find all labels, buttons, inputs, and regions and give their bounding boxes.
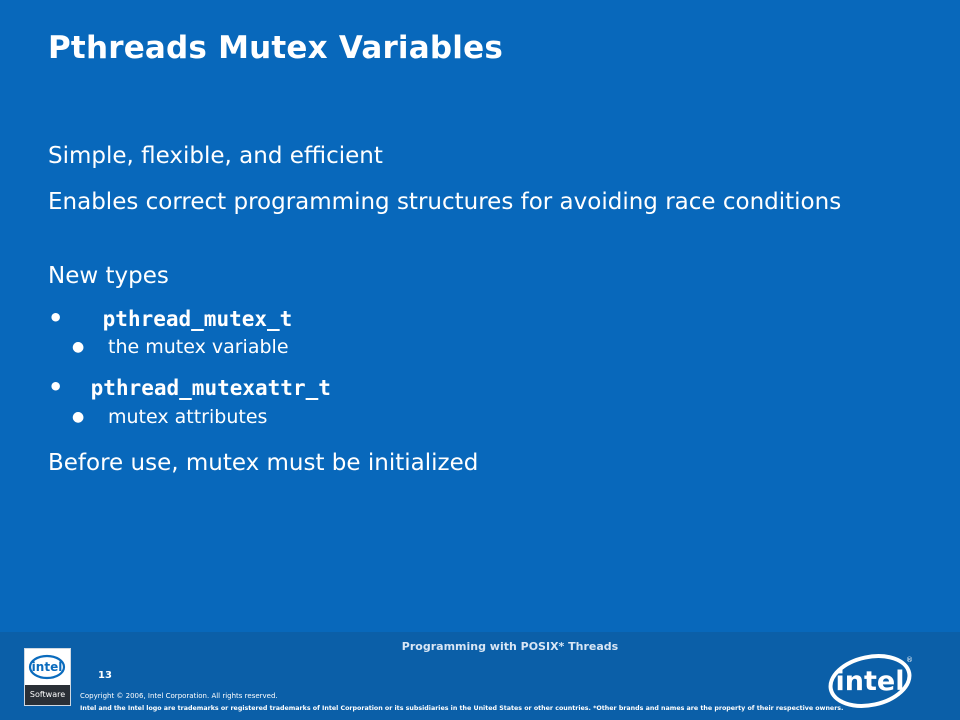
intel-software-swoosh-icon (25, 649, 70, 685)
bullet-icon: • (48, 373, 64, 401)
software-logo-brand: intel (31, 660, 63, 674)
type-description-mutex (72, 336, 289, 358)
type-item-mutexattr (48, 373, 331, 401)
point-new-types: New types (48, 263, 169, 289)
type-description: the mutex variable (108, 336, 289, 358)
type-name: pthread_mutex_t (102, 307, 293, 331)
intel-software-logo (24, 648, 71, 706)
type-name: pthread_mutexattr_t (90, 376, 331, 400)
slide-title: Pthreads Mutex Variables (48, 30, 503, 66)
bullet-icon: • (48, 304, 64, 332)
svg-text:®: ® (906, 656, 913, 664)
intel-logo-text: intel (835, 666, 905, 697)
point-simple: Simple, flexible, and efficient (48, 143, 383, 169)
intel-logo-icon (826, 648, 918, 710)
copyright-notice: Copyright © 2006, Intel Corporation. All rights reserved. (80, 692, 278, 700)
type-description: mutex attributes (108, 406, 268, 428)
type-description-mutexattr (72, 406, 267, 428)
slide-footer (0, 632, 960, 720)
sub-bullet-icon: ● (72, 339, 85, 355)
sub-bullet-icon: ● (72, 409, 85, 425)
course-title: Programming with POSIX* Threads (401, 640, 619, 653)
page-number: 13 (98, 670, 112, 681)
point-race-conditions: Enables correct programming structures for avoiding race conditions (48, 189, 842, 215)
trademark-notice: Intel and the Intel logo are trademarks or registered trademarks of Intel Corporation or its subsidiaries in the United States or other countries. *Other brands and names are the property of their respective owners. (80, 705, 844, 712)
software-logo-text: Software (25, 685, 70, 705)
type-item-mutex (48, 304, 292, 332)
point-initialize: Before use, mutex must be initialized (48, 450, 479, 476)
